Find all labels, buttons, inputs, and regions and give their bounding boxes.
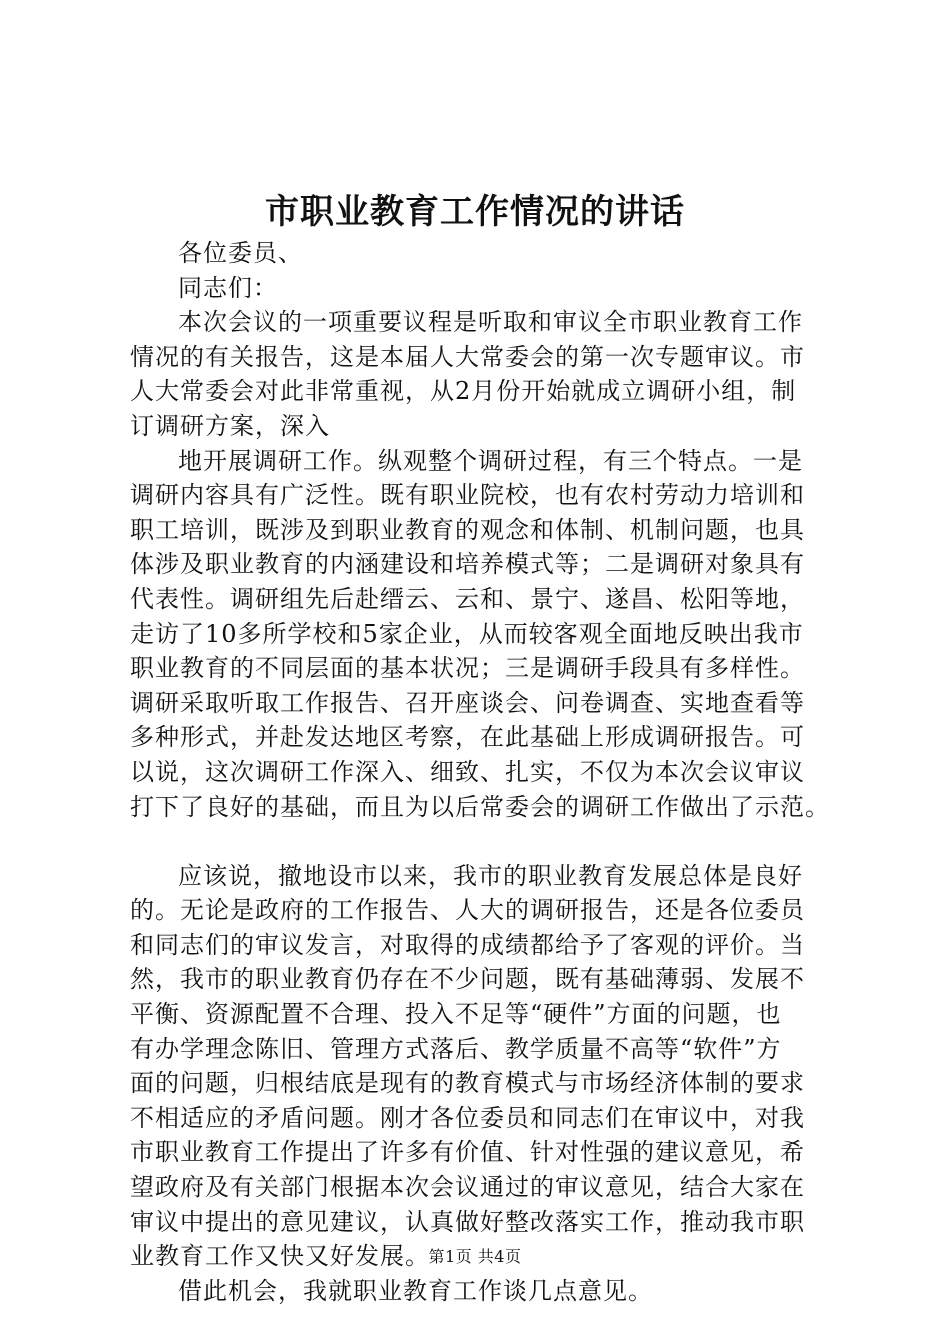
text-line: 调研采取听取工作报告、召开座谈会、问卷调查、实地查看等 <box>130 688 805 717</box>
page-footer: 第1页 共4页 <box>428 1247 522 1266</box>
text-line: 业教育工作又快又好发展。 <box>130 1242 430 1271</box>
text-line: 打下了良好的基础，而且为以后常委会的调研工作做出了示范。 <box>130 792 830 821</box>
paragraph-1 <box>130 305 850 443</box>
text-line: 应该说，撤地设市以来，我市的职业教育发展总体是良好 <box>178 861 803 890</box>
salutation-line: 各位委员、 <box>178 239 303 267</box>
text-line: 望政府及有关部门根据本次会议通过的审议意见，结合大家在 <box>130 1173 805 1202</box>
text-line: 调研内容具有广泛性。既有职业院校，也有农村劳动力培训和 <box>130 481 805 510</box>
text-line: 以说，这次调研工作深入、细致、扎实，不仅为本次会议审议 <box>130 757 805 786</box>
text-line: 审议中提出的意见建议，认真做好整改落实工作，推动我市职 <box>130 1207 805 1236</box>
text-line: 地开展调研工作。纵观整个调研过程，有三个特点。一是 <box>178 446 803 475</box>
text-line: 和同志们的审议发言，对取得的成绩都给予了客观的评价。当 <box>130 930 805 959</box>
text-line: 面的问题，归根结底是现有的教育模式与市场经济体制的要求 <box>130 1069 805 1098</box>
paragraph-spacer <box>130 824 850 859</box>
text-line: 然，我市的职业教育仍存在不少问题，既有基础薄弱、发展不 <box>130 965 805 994</box>
text-line: 有办学理念陈旧、管理方式落后、教学质量不高等“软件”方 <box>130 1034 782 1063</box>
text-line: 市职业教育工作提出了许多有价值、针对性强的建议意见，希 <box>130 1138 805 1167</box>
text-line: 职工培训，既涉及到职业教育的观念和体制、机制问题，也具 <box>130 515 805 544</box>
text-line: 不相适应的矛盾问题。刚才各位委员和同志们在审议中，对我 <box>130 1103 805 1132</box>
text-line: 体涉及职业教育的内涵建设和培养模式等；二是调研对象具有 <box>130 550 805 579</box>
text-line: 的。无论是政府的工作报告、人大的调研报告，还是各位委员 <box>130 896 805 925</box>
text-line: 代表性。调研组先后赴缙云、云和、景宁、遂昌、松阳等地， <box>130 584 805 613</box>
salutation-line: 同志们： <box>178 273 278 302</box>
text-line: 订调研方案，深入 <box>130 411 330 440</box>
document-body <box>130 236 850 1308</box>
text-line: 本次会议的一项重要议程是听取和审议全市职业教育工作 <box>178 308 803 337</box>
paragraph-3 <box>130 859 850 1274</box>
text-line: 平衡、资源配置不合理、投入不足等“硬件”方面的问题，也 <box>130 1000 782 1029</box>
text-line: 多种形式，并赴发达地区考察，在此基础上形成调研报告。可 <box>130 723 805 752</box>
text-line: 情况的有关报告，这是本届人大常委会的第一次专题审议。市 <box>130 342 805 371</box>
text-line: 职业教育的不同层面的基本状况；三是调研手段具有多样性。 <box>130 654 805 683</box>
text-line: 人大常委会对此非常重视，从2月份开始就成立调研小组，制 <box>130 377 797 406</box>
text-line: 走访了10多所学校和5家企业，从而较客观全面地反映出我市 <box>130 619 804 648</box>
document-title: 市职业教育工作情况的讲话 <box>265 192 685 232</box>
paragraph-4 <box>130 1274 850 1309</box>
text-line: 借此机会，我就职业教育工作谈几点意见。 <box>178 1276 653 1305</box>
paragraph-2 <box>130 444 850 825</box>
